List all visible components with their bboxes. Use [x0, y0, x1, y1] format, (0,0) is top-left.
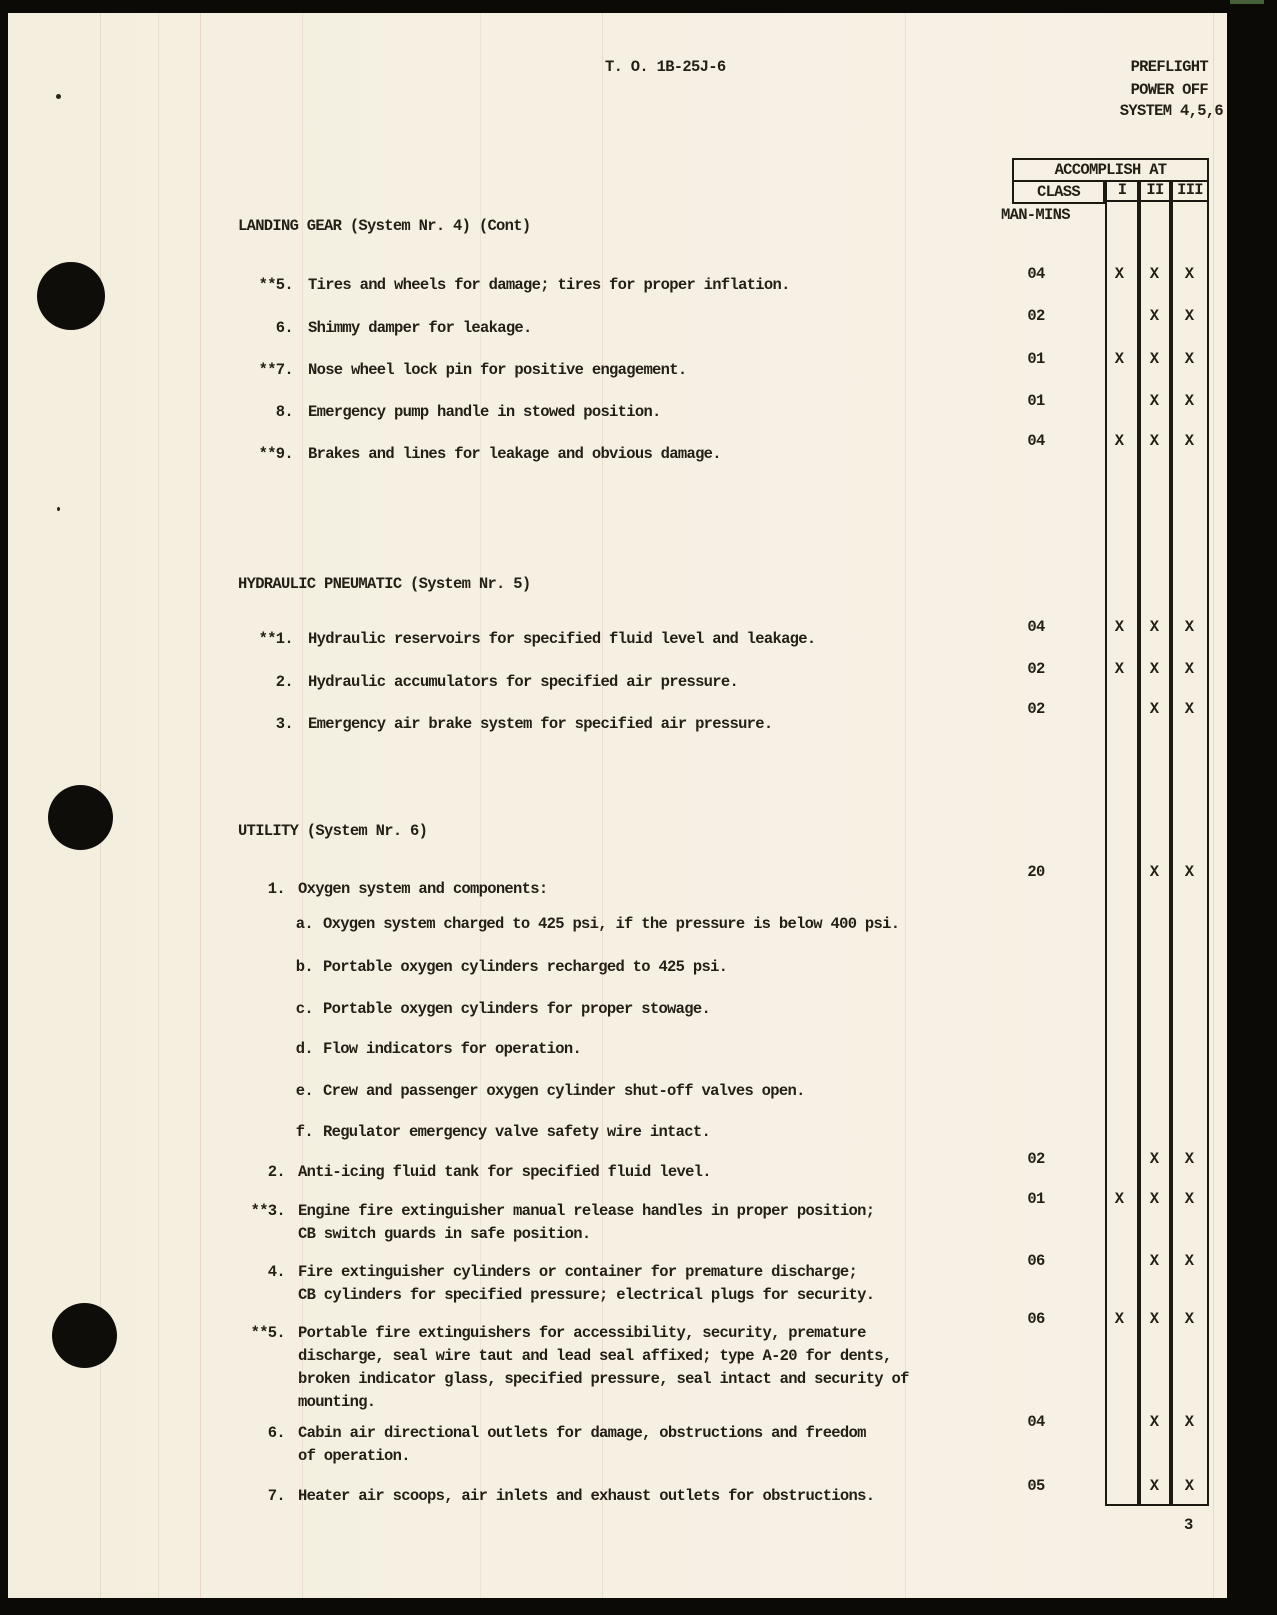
scan-stripe [158, 0, 159, 1615]
corner-line-preflight: PREFLIGHT [1130, 58, 1208, 76]
check-mark: X [1184, 700, 1194, 718]
check-mark: X [1184, 1150, 1194, 1168]
check-mark: X [1184, 1190, 1194, 1208]
check-mark: X [1184, 1310, 1194, 1328]
check-mark: X [1184, 432, 1194, 450]
check-mark: X [1149, 1477, 1159, 1495]
check-mark: X [1149, 1413, 1159, 1431]
man-mins-value: 20 [1027, 863, 1045, 881]
man-mins-value: 02 [1027, 660, 1045, 678]
check-mark: X [1184, 392, 1194, 410]
punch-hole [48, 785, 113, 850]
check-mark: X [1149, 432, 1159, 450]
man-mins-value: 02 [1027, 307, 1045, 325]
check-mark: X [1184, 863, 1194, 881]
check-mark: X [1149, 1150, 1159, 1168]
check-mark: X [1149, 660, 1159, 678]
item-line: broken indicator glass, specified pressure, seal intact and security of [298, 1370, 909, 1388]
man-mins-value: 04 [1027, 432, 1045, 450]
table-column-rule [1171, 180, 1209, 1506]
man-mins-label: MAN-MINS [1001, 206, 1070, 224]
item-line: Flow indicators for operation. [323, 1040, 582, 1058]
scan-edge-top [0, 0, 1277, 13]
man-mins-value: 01 [1027, 392, 1045, 410]
item-line: Brakes and lines for leakage and obvious damage. [308, 445, 721, 463]
class-cell [1012, 180, 1105, 204]
item-line: Crew and passenger oxygen cylinder shut-off valves open. [323, 1082, 805, 1100]
item-number: 6. [275, 319, 293, 337]
column-label: II [1146, 180, 1164, 199]
check-mark: X [1184, 265, 1194, 283]
man-mins-value: 04 [1027, 1413, 1045, 1431]
check-mark: X [1184, 1252, 1194, 1270]
man-mins-value: 01 [1027, 350, 1045, 368]
column-label-cell [1173, 180, 1207, 202]
item-line: Nose wheel lock pin for positive engagement. [308, 361, 687, 379]
check-mark: X [1184, 660, 1194, 678]
scan-stripe [200, 0, 201, 1615]
check-mark: X [1114, 618, 1124, 636]
item-number: **5. [250, 1324, 285, 1342]
check-mark: X [1149, 392, 1159, 410]
check-mark: X [1149, 350, 1159, 368]
dust-speck [57, 507, 60, 511]
check-mark: X [1114, 1310, 1124, 1328]
item-number: **9. [258, 445, 293, 463]
item-line: Fire extinguisher cylinders or container for premature discharge; [298, 1263, 858, 1281]
accomplish-at-label: ACCOMPLISH AT [1054, 160, 1167, 179]
item-number: 1. [267, 880, 285, 898]
check-mark: X [1114, 350, 1124, 368]
item-line: Anti-icing fluid tank for specified fluid level. [298, 1163, 711, 1181]
item-line: of operation. [298, 1447, 410, 1465]
section-title: LANDING GEAR (System Nr. 4) (Cont) [238, 217, 531, 235]
accomplish-at-header [1012, 158, 1209, 182]
check-mark: X [1149, 1190, 1159, 1208]
man-mins-value: 06 [1027, 1252, 1045, 1270]
item-number: c. [295, 1000, 313, 1018]
item-number: 4. [267, 1263, 285, 1281]
man-mins-value: 06 [1027, 1310, 1045, 1328]
item-number: 7. [267, 1487, 285, 1505]
table-column-rule [1105, 180, 1139, 1506]
check-mark: X [1149, 1310, 1159, 1328]
item-line: Cabin air directional outlets for damage, obstructions and freedom [298, 1424, 866, 1442]
check-mark: X [1184, 1413, 1194, 1431]
item-number: f. [295, 1123, 313, 1141]
item-number: 8. [275, 403, 293, 421]
item-line: Emergency air brake system for specified air pressure. [308, 715, 773, 733]
item-line: discharge, seal wire taut and lead seal affixed; type A-20 for dents, [298, 1347, 892, 1365]
item-number: 2. [275, 673, 293, 691]
man-mins-value: 02 [1027, 1150, 1045, 1168]
item-line: CB cylinders for specified pressure; electrical plugs for security. [298, 1286, 875, 1304]
corner-line-system: SYSTEM 4,5,6 [1119, 102, 1223, 120]
page-number: 3 [1184, 1516, 1193, 1534]
item-line: mounting. [298, 1393, 376, 1411]
check-mark: X [1114, 265, 1124, 283]
item-line: Regulator emergency valve safety wire intact. [323, 1123, 711, 1141]
item-number: 3. [275, 715, 293, 733]
man-mins-value: 04 [1027, 265, 1045, 283]
item-number: b. [295, 958, 313, 976]
item-number: **7. [258, 361, 293, 379]
item-line: Oxygen system charged to 425 psi, if the pressure is below 400 psi. [323, 915, 900, 933]
check-mark: X [1149, 863, 1159, 881]
check-mark: X [1184, 350, 1194, 368]
check-mark: X [1149, 1252, 1159, 1270]
item-line: CB switch guards in safe position. [298, 1225, 591, 1243]
scan-edge-bottom [0, 1598, 1277, 1615]
check-mark: X [1184, 307, 1194, 325]
man-mins-value: 04 [1027, 618, 1045, 636]
item-line: Emergency pump handle in stowed position. [308, 403, 661, 421]
item-line: Oxygen system and components: [298, 880, 548, 898]
item-number: d. [295, 1040, 313, 1058]
item-line: Portable fire extinguishers for accessibility, security, premature [298, 1324, 866, 1342]
corner-sliver [1230, 0, 1264, 4]
item-line: Portable oxygen cylinders recharged to 425 psi. [323, 958, 728, 976]
punch-hole [52, 1303, 117, 1368]
scan-edge-right [1227, 0, 1277, 1615]
column-label: III [1177, 180, 1203, 199]
man-mins-value: 02 [1027, 700, 1045, 718]
section-title: HYDRAULIC PNEUMATIC (System Nr. 5) [238, 575, 531, 593]
item-number: **5. [258, 276, 293, 294]
item-number: a. [295, 915, 313, 933]
check-mark: X [1149, 618, 1159, 636]
item-line: Tires and wheels for damage; tires for proper inflation. [308, 276, 790, 294]
check-mark: X [1184, 1477, 1194, 1495]
item-line: Heater air scoops, air inlets and exhaust outlets for obstructions. [298, 1487, 875, 1505]
item-number: 6. [267, 1424, 285, 1442]
item-line: Hydraulic reservoirs for specified fluid level and leakage. [308, 630, 816, 648]
scan-stripe [1213, 0, 1214, 1615]
punch-hole [37, 262, 105, 330]
section-title: UTILITY (System Nr. 6) [238, 822, 428, 840]
item-line: Portable oxygen cylinders for proper stowage. [323, 1000, 711, 1018]
item-number: e. [295, 1082, 313, 1100]
check-mark: X [1149, 307, 1159, 325]
scan-edge-left [0, 0, 8, 1615]
dust-speck [56, 94, 61, 99]
corner-line-power-off: POWER OFF [1130, 81, 1208, 99]
check-mark: X [1149, 265, 1159, 283]
check-mark: X [1114, 1190, 1124, 1208]
check-mark: X [1184, 618, 1194, 636]
man-mins-value: 05 [1027, 1477, 1045, 1495]
item-line: Hydraulic accumulators for specified air pressure. [308, 673, 739, 691]
item-line: Engine fire extinguisher manual release handles in proper position; [298, 1202, 875, 1220]
item-number: 2. [267, 1163, 285, 1181]
check-mark: X [1114, 660, 1124, 678]
column-label-cell [1107, 180, 1137, 202]
item-line: Shimmy damper for leakage. [308, 319, 532, 337]
item-number: **3. [250, 1202, 285, 1220]
to-number: T. O. 1B-25J-6 [605, 58, 726, 76]
class-label: CLASS [1036, 182, 1080, 201]
check-mark: X [1114, 432, 1124, 450]
check-mark: X [1149, 700, 1159, 718]
man-mins-value: 01 [1027, 1190, 1045, 1208]
column-label: I [1117, 180, 1127, 199]
item-number: **1. [258, 630, 293, 648]
table-column-rule [1139, 180, 1171, 1506]
column-label-cell [1141, 180, 1169, 202]
